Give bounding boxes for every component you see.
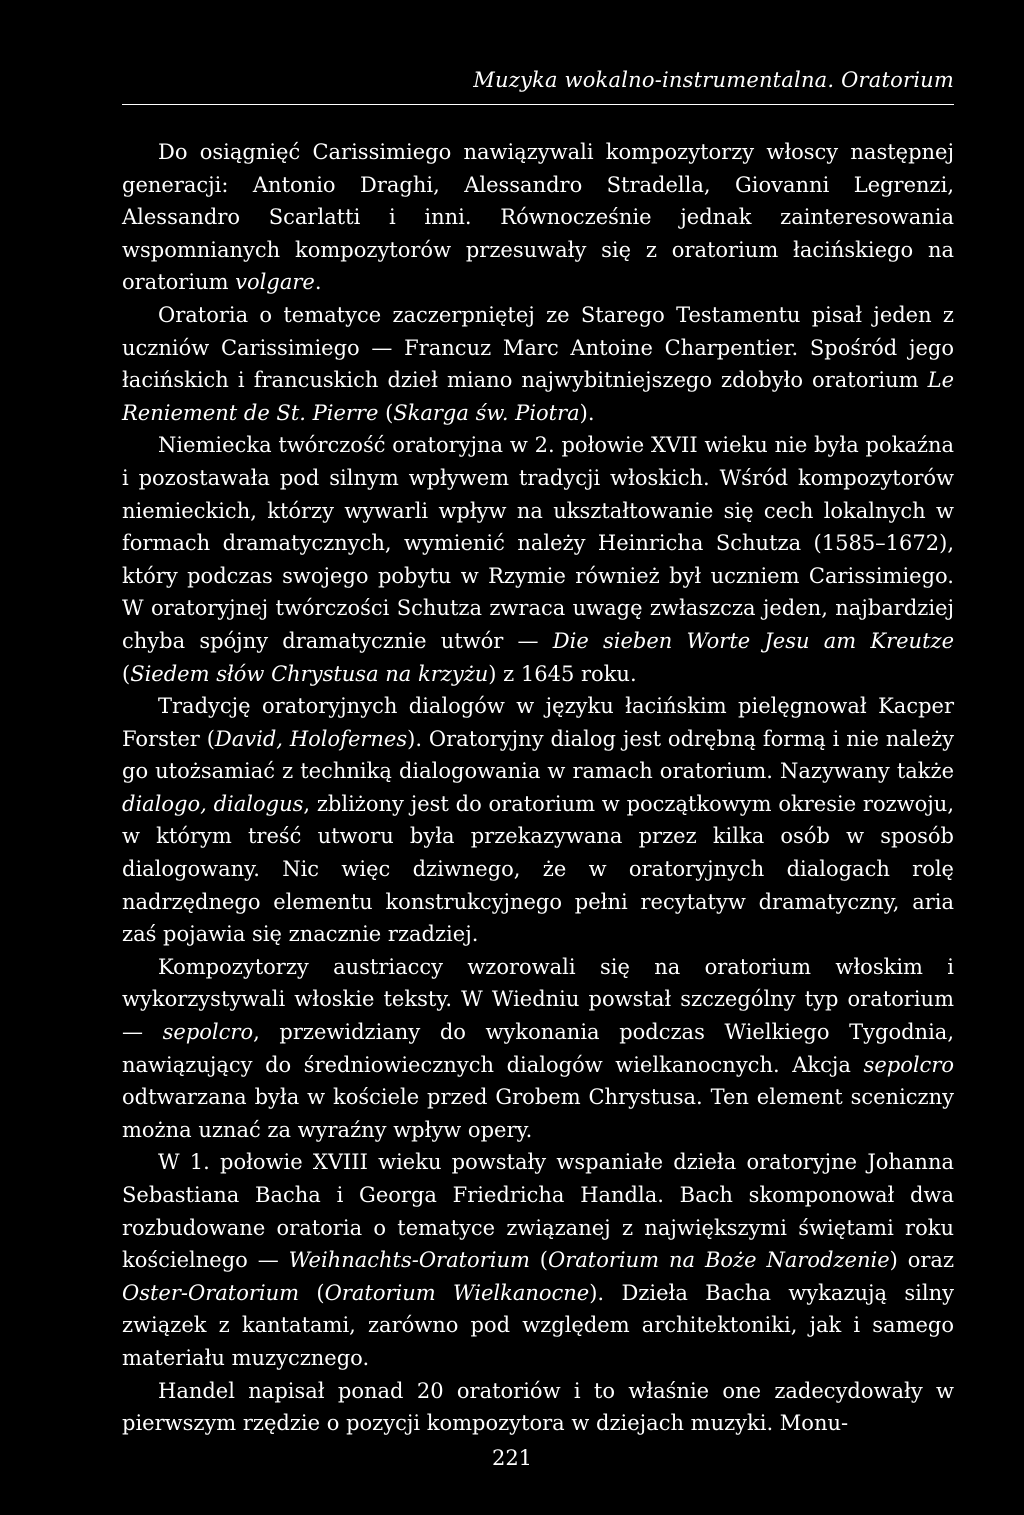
text-run: Niemiecka twórczość oratoryjna w 2. połowie XVII wieku nie była pokaźna i pozostawała pod silnym wpływem tradycji włoskich. Wśród kompozytorów niemieckich, którzy wywarli wpływ na ukształtowanie się cech lokalnych w formach dramatycznych, wymienić należy Heinricha Schutza (1585–1672), który podczas swojego pobytu w Rzymie również był uczniem Carissimiego. W oratoryjnej twórczości Schutza zwraca uwagę zwłaszcza jeden, najbardziej chyba spójny dramatycznie utwór —	[122, 433, 954, 653]
italic-title: Le Reniement de St. Pierre	[122, 368, 954, 425]
paragraph-austrian-sepolcro	[122, 951, 954, 1147]
italic-title: Oratorium na Boże Narodzenie	[548, 1248, 890, 1273]
text-run: Handel napisał ponad 20 oratoriów i to właśnie one zadecydowały w pierwszym rzędzie o pozycji kompozytora w dziejach muzyki. Monu-	[122, 1378, 954, 1436]
italic-title: Oratorium Wielkanocne	[324, 1280, 590, 1305]
paragraph-bach-handel	[122, 1146, 954, 1374]
text-run: Do osiągnięć Carissimiego nawiązywali kompozytorzy włoscy następnej generacji: Antonio Draghi, Alessandro Stradella, Giovanni Legrenzi, Alessandro Scarlatti i inni. Równocześnie jednak zainteresowania wspomnianych kompozytorów przesuwały się z oratorium łacińskiego na oratorium	[122, 140, 954, 295]
paragraph-forster-dialogues	[122, 690, 954, 951]
text-run: (	[378, 400, 394, 425]
italic-title: Siedem słów Chrystusa na krzyżu	[130, 661, 489, 686]
italic-title: sepolcro	[863, 1052, 954, 1077]
text-run: (	[529, 1248, 549, 1273]
text-run: Tradycję oratoryjnych dialogów w języku łacińskim pielęgnował Kacper Forster (	[122, 694, 954, 751]
text-run: ) oraz	[889, 1248, 955, 1273]
text-run: odtwarzana była w kościele przed Grobem Chrystusa. Ten element sceniczny można uznać za wyraźny wpływ opery.	[122, 1085, 954, 1142]
page-number: 221	[491, 1446, 533, 1470]
text-run: Oratoria o tematyce zaczerpniętej ze Starego Testamentu pisał jeden z uczniów Carissimiego — Francuz Marc Antoine Charpentier. Spośród jego łacińskich i francuskich dzieł miano najwybitniejszego zdobyło oratorium	[122, 302, 954, 393]
paragraph-carissimi-followers	[122, 136, 954, 299]
text-run: ). Dzieła Bacha wykazują silny związek z kantatami, zarówno pod względem architektoniki, jak i samego materiału muzycznego.	[122, 1280, 954, 1370]
header-rule	[122, 104, 954, 105]
italic-title: volgare	[235, 270, 315, 295]
italic-title: Oster-Oratorium	[122, 1280, 300, 1305]
text-run: , zbliżony jest do oratorium w początkowym okresie rozwoju, w którym treść utworu była przekazywana przez kilka osób w sposób dialogowany. Nic więc dziwnego, że w oratoryjnych dialogach rolę nadrzędnego elementu konstrukcyjnego pełni recytatyw dramatyczny, aria zaś pojawia się znacznie rzadziej.	[122, 791, 954, 947]
italic-title: David, Holofernes	[214, 726, 408, 751]
text-run: (	[122, 661, 131, 686]
text-run: .	[314, 270, 322, 295]
italic-title: Weihnachts-Oratorium	[288, 1248, 530, 1273]
text-run: , przewidziany do wykonania podczas Wielkiego Tygodnia, nawiązujący do średniowiecznych dialogów wielkanocnych. Akcja	[122, 1020, 954, 1077]
body-text	[122, 136, 954, 1440]
italic-title: dialogo, dialogus	[122, 791, 304, 816]
paragraph-charpentier	[122, 299, 954, 429]
italic-title: Die sieben Worte Jesu am Kreutze	[552, 628, 954, 653]
text-run: W 1. połowie XVIII wieku powstały wspaniałe dzieła oratoryjne Johanna Sebastiana Bacha i Georga Friedricha Handla. Bach skomponował dwa rozbudowane oratoria o tematyce związanej z największymi świętami roku kościelnego —	[122, 1150, 954, 1273]
text-run: (	[299, 1280, 325, 1305]
italic-title: Skarga św. Piotra	[393, 400, 580, 425]
text-run: ) z 1645 roku.	[488, 661, 637, 686]
running-title: Muzyka wokalno-instrumentalna. Oratorium	[473, 68, 954, 92]
text-run: ).	[579, 400, 595, 425]
paragraph-german-oratorio	[122, 429, 954, 690]
text-run: Kompozytorzy austriaccy wzorowali się na oratorium włoskim i wykorzystywali włoskie teksty. W Wiedniu powstał szczególny typ oratorium —	[122, 954, 954, 1045]
text-run: ). Oratoryjny dialog jest odrębną formą i nie należy go utożsamiać z techniką dialogowania w ramach oratorium. Nazywany także	[122, 726, 954, 784]
paragraph-handel	[122, 1375, 954, 1440]
italic-title: sepolcro	[162, 1020, 254, 1045]
